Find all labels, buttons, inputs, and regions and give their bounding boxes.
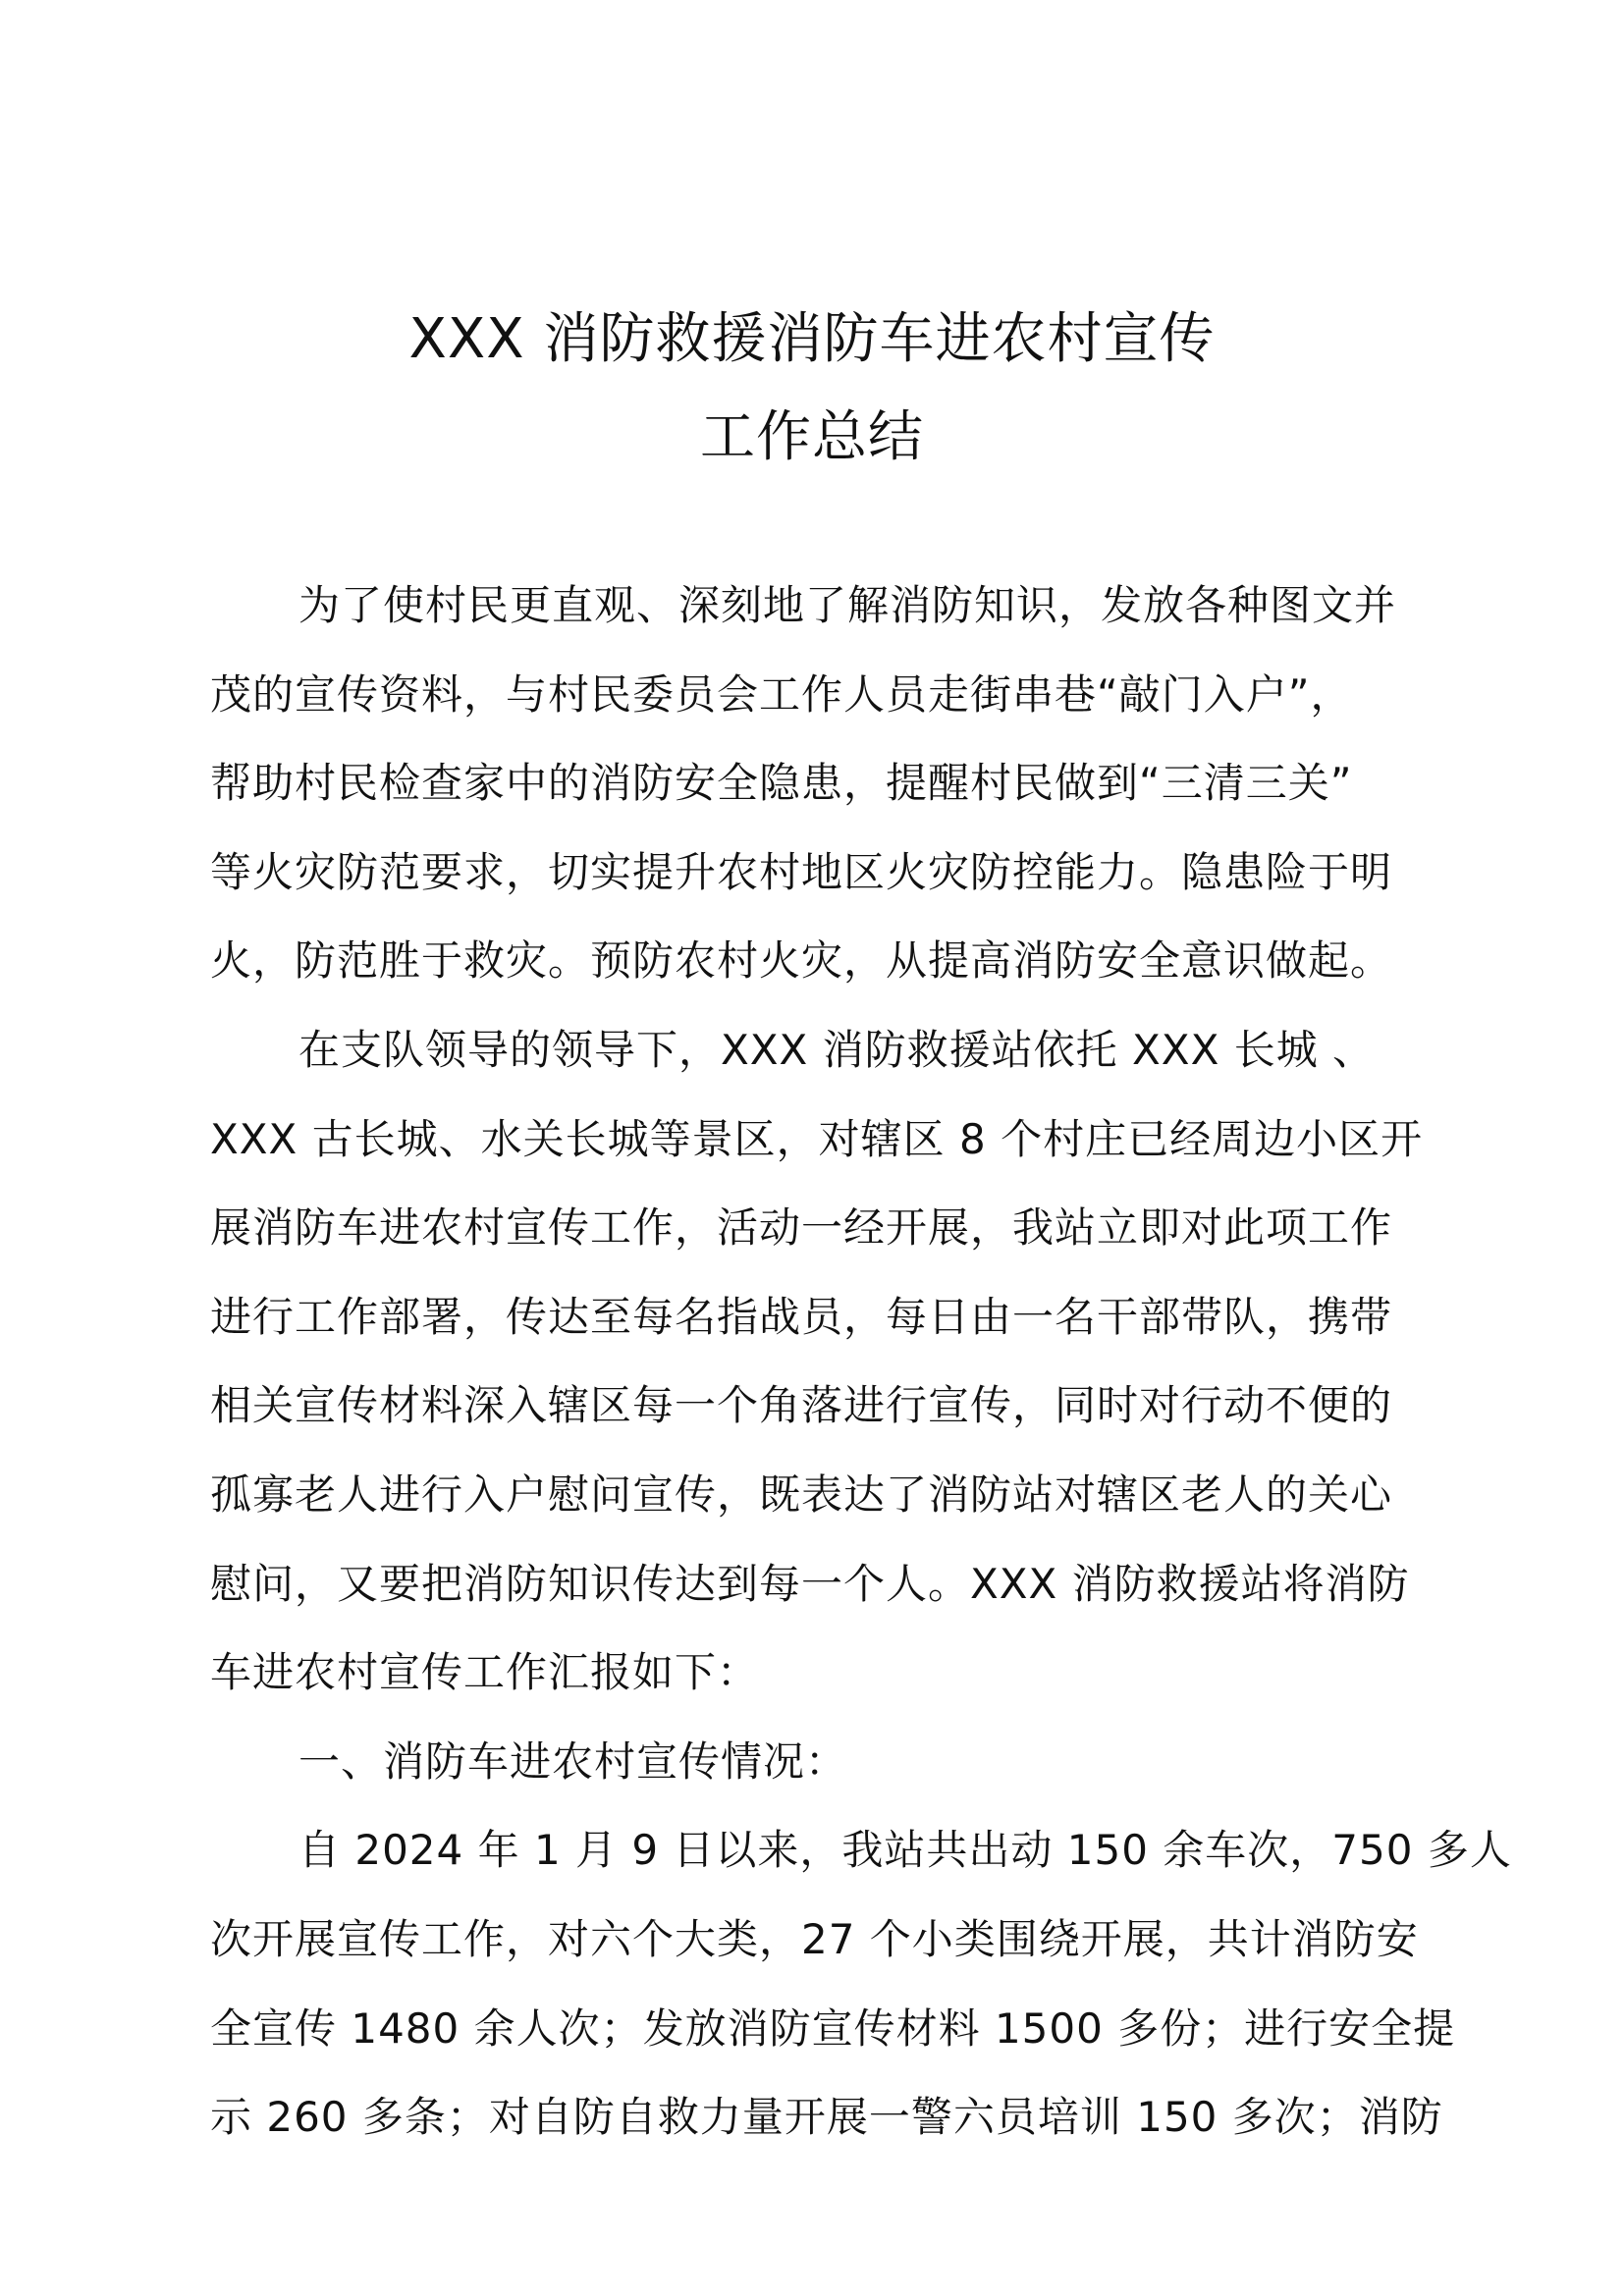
paragraph-3-line: 自 2024 年 1 月 9 日以来，我站共出动 150 余车次，750 多人 (298, 1826, 1512, 1875)
paragraph-2-line: 慰问，又要把消防知识传达到每一个人。XXX 消防救援站将消防 (210, 1559, 1410, 1608)
paragraph-1-line: 为了使村民更直观、深刻地了解消防知识，发放各种图文并 (298, 581, 1397, 629)
paragraph-3-line: 全宣传 1480 余人次；发放消防宣传材料 1500 多份；进行安全提 (210, 2003, 1456, 2053)
paragraph-1-line: 茂的宣传资料，与村民委员会工作人员走街串巷“敲门入户”， (210, 669, 1353, 719)
section-heading: 一、消防车进农村宣传情况： (298, 1736, 848, 1786)
paragraph-2-line: 孤寡老人进行入户慰问宣传，既表达了消防站对辖区老人的关心 (210, 1469, 1393, 1519)
paragraph-1-line: 火，防范胜于救灾。预防农村火灾，从提高消防安全意识做起。 (210, 936, 1393, 986)
paragraph-2-line: 车进农村宣传工作汇报如下： (210, 1648, 760, 1697)
title-line-2: 工作总结 (700, 405, 924, 469)
paragraph-2-line: 在支队领导的领导下，XXX 消防救援站依托 XXX 长城 、 (298, 1025, 1376, 1074)
paragraph-1-line: 帮助村民检查家中的消防安全隐患，提醒村民做到“三清三关” (210, 759, 1353, 808)
paragraph-2-line: 进行工作部署，传达至每名指战员，每日由一名干部带队，携带 (210, 1292, 1393, 1341)
title-line-1: XXX 消防救援消防车进农村宣传 (408, 307, 1216, 371)
document-body (210, 561, 1512, 2163)
document-title (0, 291, 1624, 487)
paragraph-3-line: 示 260 多条；对自防自救力量开展一警六员培训 150 多次；消防 (210, 2093, 1443, 2142)
paragraph-2-line: 展消防车进农村宣传工作，活动一经开展，我站立即对此项工作 (210, 1203, 1393, 1253)
paragraph-2-line: XXX 古长城、水关长城等景区，对辖区 8 个村庄已经周边小区开 (210, 1114, 1424, 1163)
paragraph-2-line: 相关宣传材料深入辖区每一个角落进行宣传，同时对行动不便的 (210, 1381, 1393, 1430)
paragraph-1-line: 等火灾防范要求，切实提升农村地区火灾防控能力。隐患险于明 (210, 847, 1393, 896)
paragraph-3-line: 次开展宣传工作，对六个大类，27 个小类围绕开展，共计消防安 (210, 1914, 1419, 1963)
